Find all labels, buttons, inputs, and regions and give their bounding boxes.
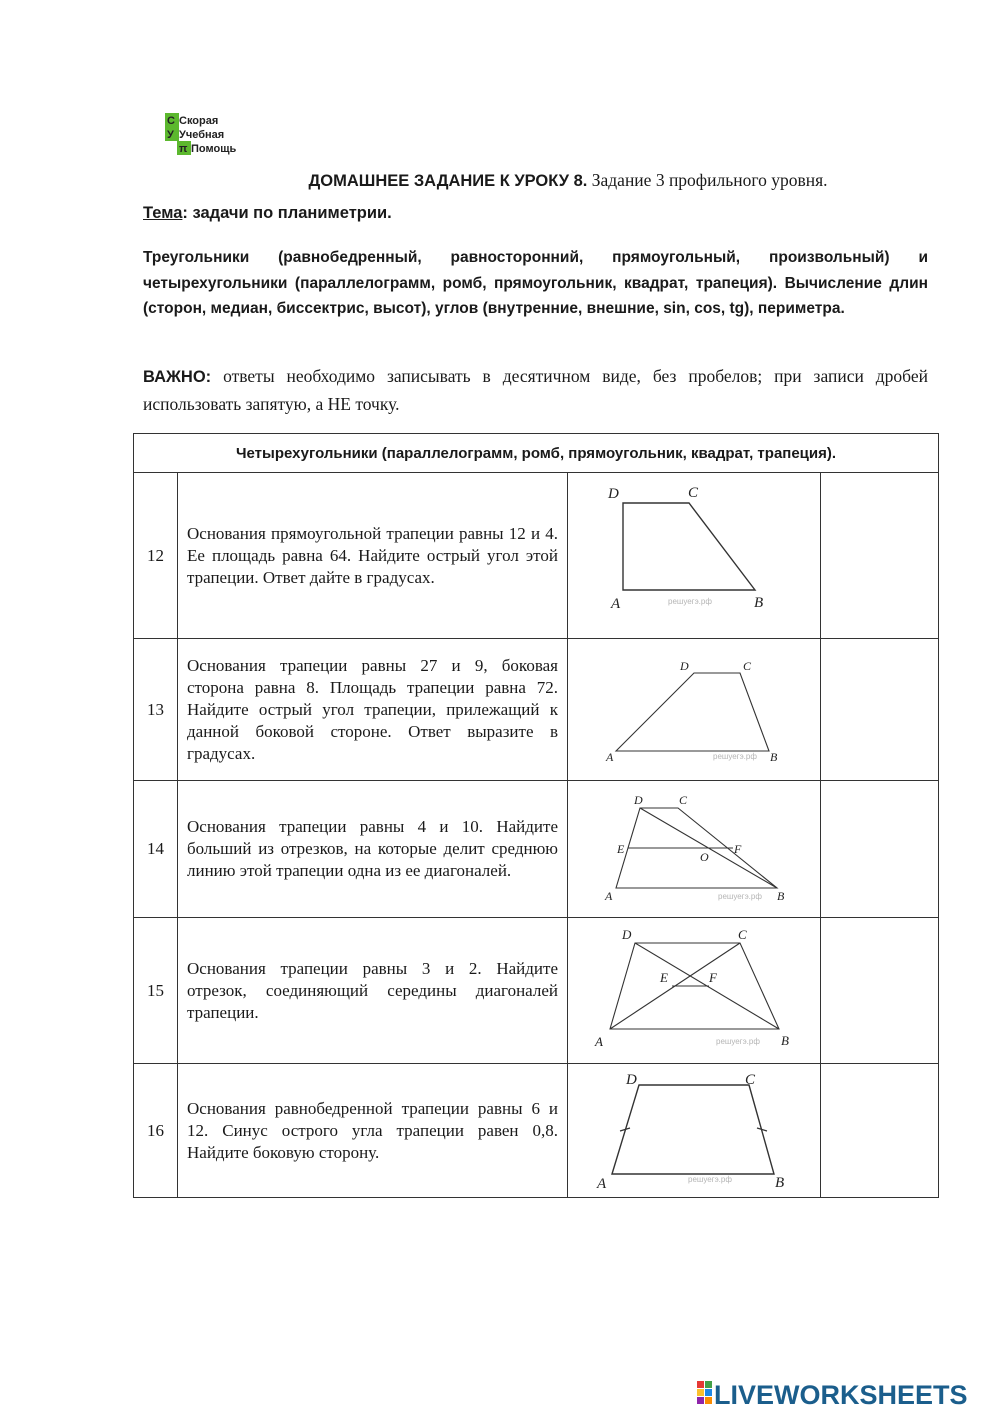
figure-label: F — [734, 842, 742, 856]
figure-isosceles-trapezoid — [568, 1064, 821, 1198]
page-title — [0, 170, 1000, 191]
title-bold: ДОМАШНЕЕ ЗАДАНИЕ К УРОКУ 8. — [308, 172, 588, 190]
figure-label: F — [709, 970, 717, 985]
important-label: ВАЖНО: — [143, 368, 212, 386]
watermark: решуегэ.рф — [718, 892, 762, 901]
svg-text:С: С — [167, 115, 175, 127]
topics-paragraph: Треугольники (равнобедренный, равносторонний, прямоугольный, произвольный) и четырехугольники (параллелограмм, ромб, прямоугольник, квадрат, трапеция). Вычисление длин (сторон, медиан, биссектрис, высот), углов (внутренние, внешние, sin, cos, tg), периметра. — [143, 249, 928, 317]
figure-trapezoid — [568, 639, 821, 781]
figure-label: B — [775, 1175, 785, 1191]
figure-label: A — [597, 1176, 607, 1192]
task-number: 13 — [134, 639, 178, 781]
tasks-table — [133, 433, 939, 1198]
task-text: Основания трапеции равны 3 и 2. Найдите отрезок, соединяющий середины диагоналей трапеции. — [178, 918, 568, 1064]
figure-label: D — [608, 486, 619, 502]
figure-label: B — [754, 595, 764, 611]
figure-label: B — [781, 1033, 789, 1048]
answer-cell[interactable] — [821, 781, 939, 918]
logo-line-1: Скорая — [179, 115, 219, 127]
watermark: решуегэ.рф — [688, 1175, 732, 1184]
footer-brand: LIVEWORKSHEETS — [714, 1380, 968, 1410]
task-text: Основания трапеции равны 4 и 10. Найдите больший из отрезков, на которые делит среднюю линию этой трапеции одна из ее диагоналей. — [178, 781, 568, 918]
figure-label: C — [688, 485, 699, 501]
logo-line-3: Помощь — [191, 143, 237, 155]
answer-cell[interactable] — [821, 639, 939, 781]
topic-label: Тема — [143, 204, 183, 222]
svg-text:У: У — [167, 129, 174, 141]
figure-label: E — [660, 970, 668, 985]
table-row — [134, 473, 939, 639]
figure-label: A — [611, 596, 621, 612]
figure-trapezoid-midline — [568, 781, 821, 918]
figure-label: A — [605, 889, 613, 903]
title-rest: Задание 3 профильного уровня. — [587, 170, 828, 190]
figure-label: A — [606, 750, 614, 764]
logo-line-2: Учебная — [179, 129, 225, 141]
watermark: решуегэ.рф — [716, 1037, 760, 1046]
important-note — [143, 363, 928, 418]
figure-label: B — [777, 889, 785, 903]
figure-label: B — [770, 750, 778, 764]
table-row — [134, 781, 939, 918]
svg-text:π: π — [179, 143, 188, 155]
school-logo — [163, 110, 245, 158]
figure-label: D — [622, 927, 632, 942]
figure-label: O — [700, 850, 709, 864]
table-row — [134, 639, 939, 781]
figure-label: A — [595, 1034, 603, 1049]
task-text: Основания равнобедренной трапеции равны 6 и 12. Синус острого угла трапеции равен 0,8. Найдите боковую сторону. — [178, 1064, 568, 1198]
topic-line — [143, 204, 392, 223]
task-number: 16 — [134, 1064, 178, 1198]
table-header: Четырехугольники (параллелограмм, ромб, прямоугольник, квадрат, трапеция). — [134, 434, 939, 473]
figure-label: D — [634, 793, 643, 807]
answer-cell[interactable] — [821, 1064, 939, 1198]
task-text: Основания трапеции равны 27 и 9, боковая сторона равна 8. Площадь трапеции равна 72. Найдите острый угол трапеции, прилежащий к данной боковой стороне. Ответ выразите в градусах. — [178, 639, 568, 781]
liveworksheets-logo[interactable] — [697, 1378, 997, 1410]
table-row — [134, 1064, 939, 1198]
figure-label: C — [743, 659, 752, 673]
watermark: решуегэ.рф — [668, 597, 712, 606]
figure-label: D — [626, 1072, 637, 1088]
answer-cell[interactable] — [821, 473, 939, 639]
figure-label: D — [680, 659, 689, 673]
figure-label: C — [738, 927, 747, 942]
task-number: 15 — [134, 918, 178, 1064]
task-number: 14 — [134, 781, 178, 918]
figure-label: C — [745, 1072, 756, 1088]
answer-cell[interactable] — [821, 918, 939, 1064]
important-text: ответы необходимо записывать в десятичном виде, без пробелов; при записи дробей использовать запятую, а НЕ точку. — [143, 366, 928, 414]
figure-right-trapezoid — [568, 473, 821, 639]
figure-label: E — [617, 842, 625, 856]
figure-trapezoid-diagonals — [568, 918, 821, 1064]
figure-label: C — [679, 793, 688, 807]
task-text: Основания прямоугольной трапеции равны 12 и 4. Ее площадь равна 64. Найдите острый угол этой трапеции. Ответ дайте в градусах. — [178, 473, 568, 639]
task-number: 12 — [134, 473, 178, 639]
watermark: решуегэ.рф — [713, 752, 757, 761]
topic-text: : задачи по планиметрии. — [182, 204, 392, 222]
table-row — [134, 918, 939, 1064]
